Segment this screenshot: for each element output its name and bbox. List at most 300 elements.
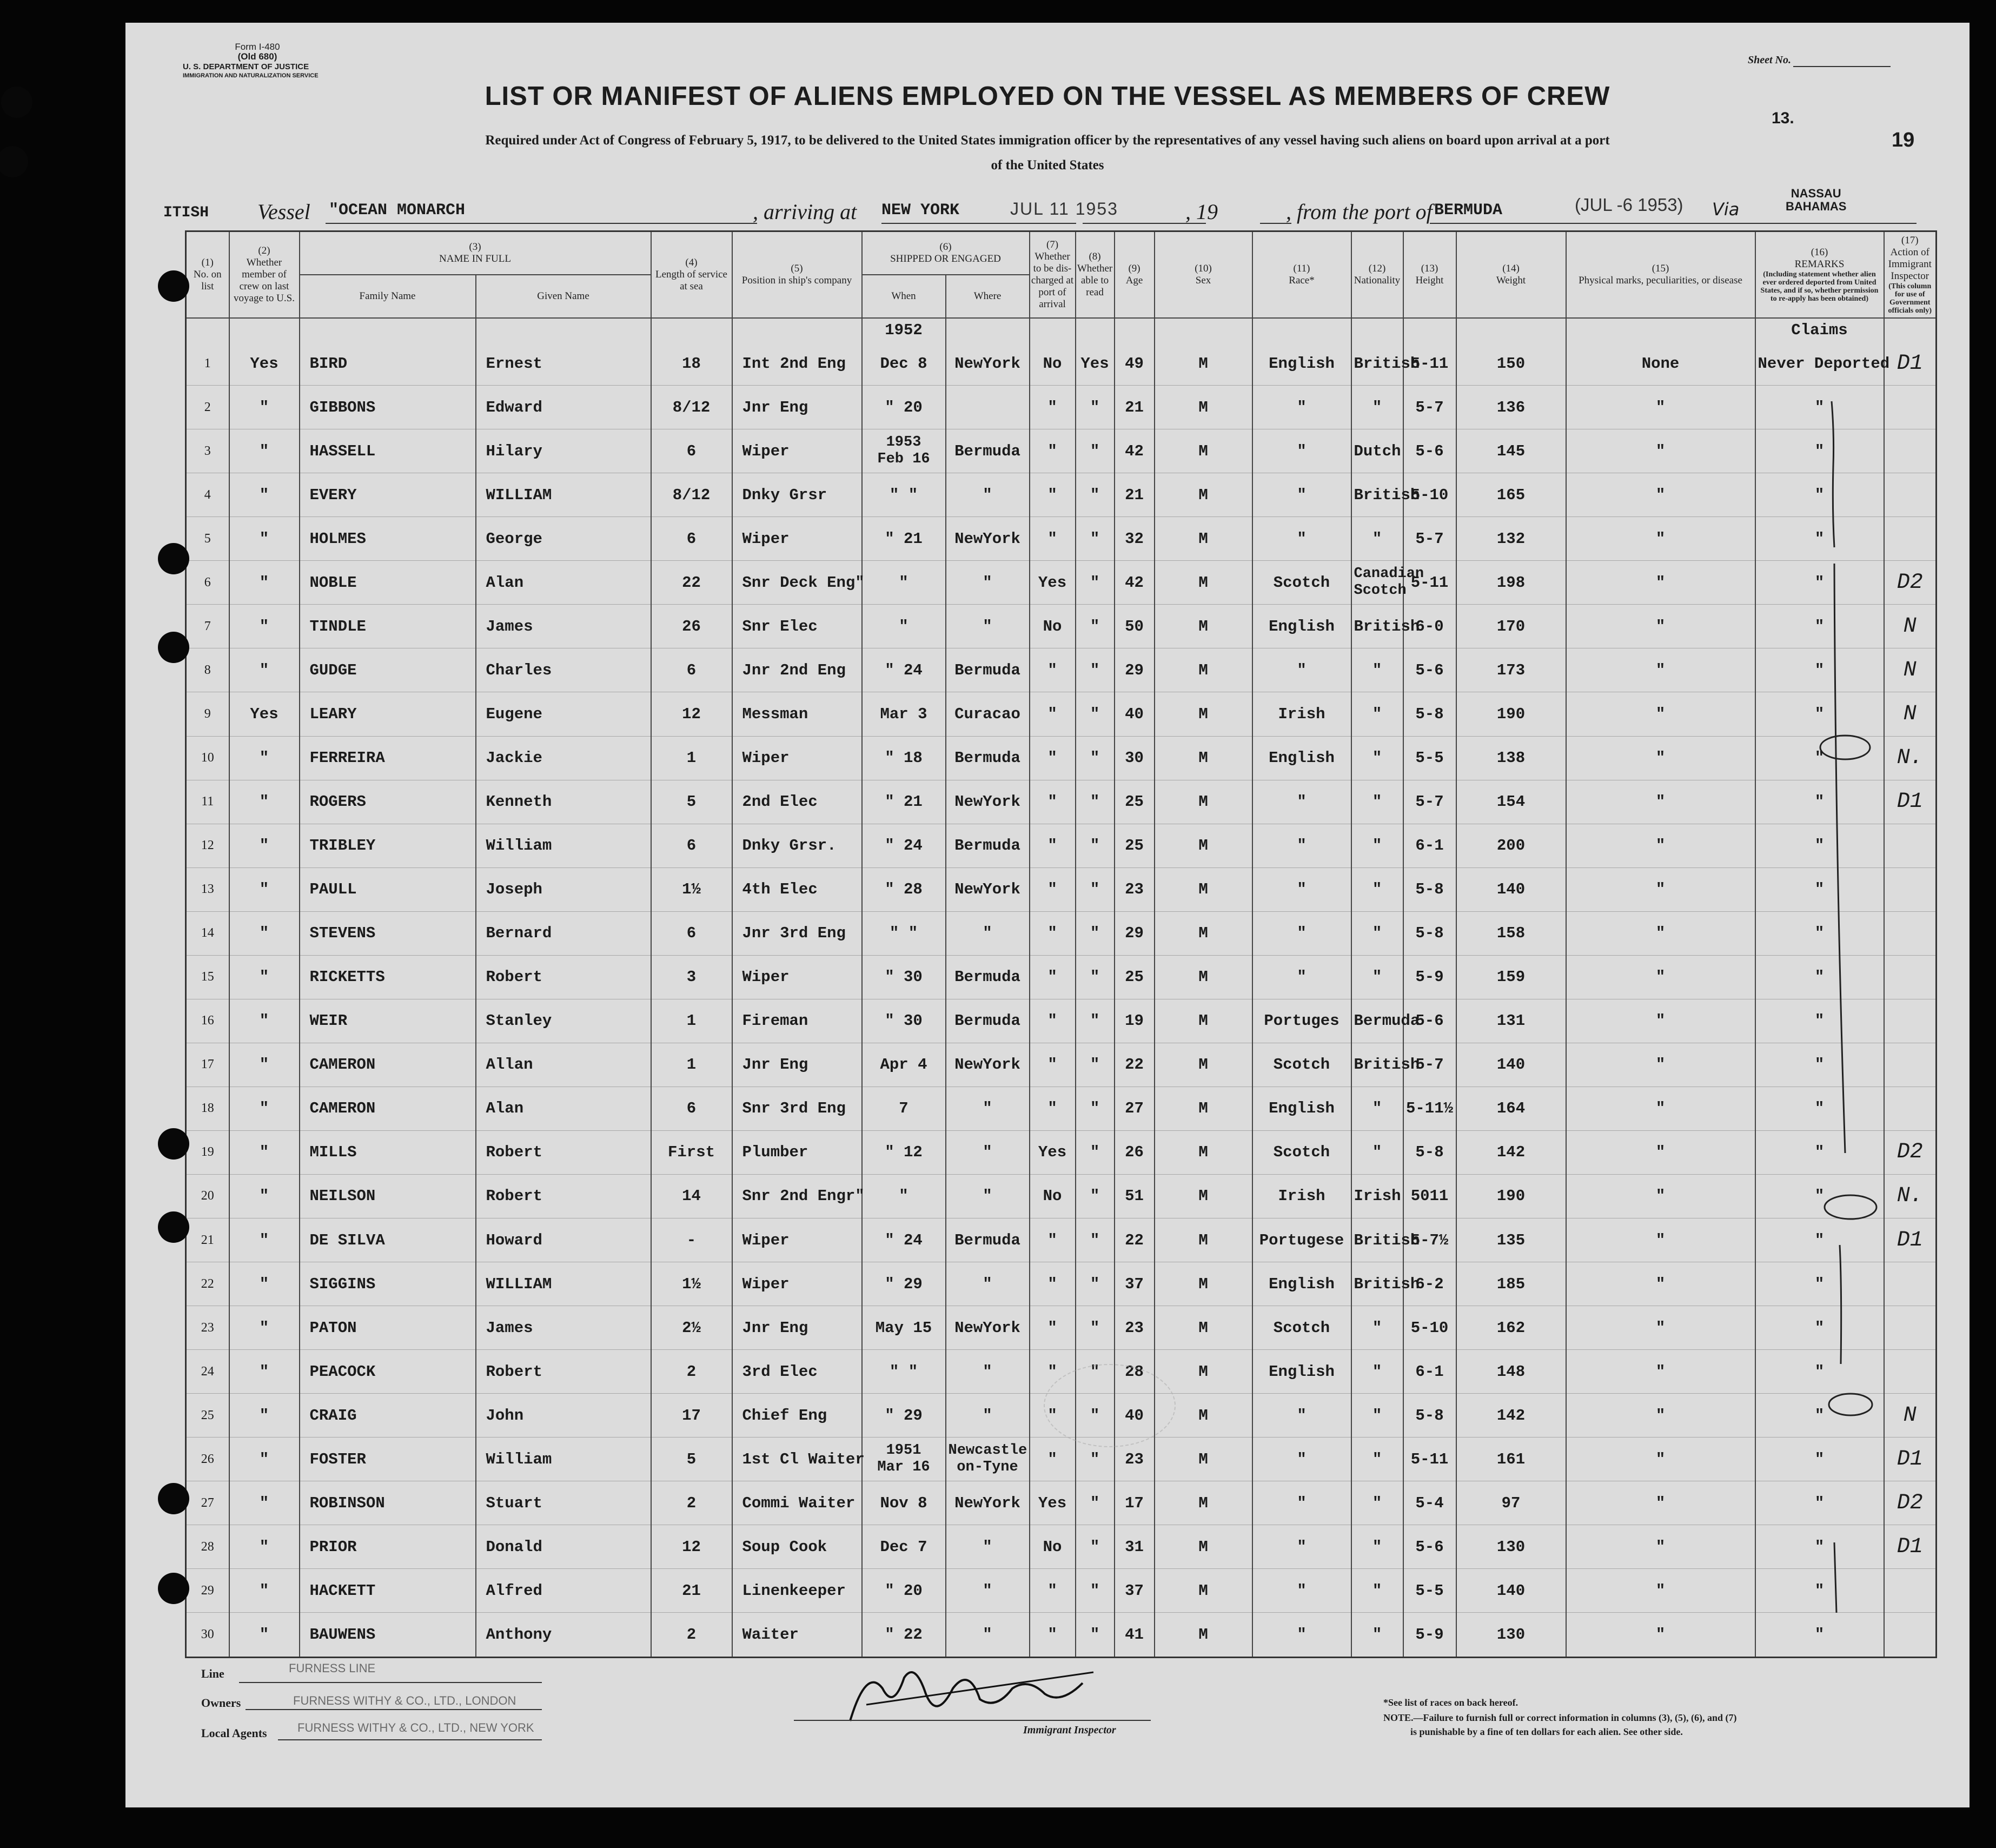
read-cell: " <box>1076 1306 1115 1350</box>
discharged-cell: " <box>1030 517 1076 561</box>
position-cell: Wiper <box>732 1218 862 1262</box>
remarks-cell: " <box>1755 1350 1884 1394</box>
age-cell: 22 <box>1115 1043 1155 1087</box>
position-cell: Int 2nd Eng <box>732 342 862 386</box>
family-name: LEARY <box>300 692 476 736</box>
nationality-cell: " <box>1351 386 1403 429</box>
col-read-header <box>1076 231 1115 318</box>
physical-cell: " <box>1566 1613 1755 1658</box>
where-cell: NewYork <box>946 867 1030 911</box>
table-row <box>186 1613 1937 1658</box>
age-cell: 25 <box>1115 780 1155 824</box>
nationality-cell: " <box>1351 517 1403 561</box>
col-remarks-note: (Including statement whether alien ever ordered deported from United States, and if so, whether permission to re-apply has been obtained) <box>1760 270 1879 303</box>
race-cell: " <box>1252 824 1351 867</box>
length-cell: 6 <box>651 517 732 561</box>
given-name: Ernest <box>476 342 651 386</box>
col-member-header <box>229 231 300 318</box>
where-cell: NewYork <box>946 1481 1030 1525</box>
physical-cell: " <box>1566 824 1755 867</box>
table-row <box>186 1262 1937 1306</box>
sex-cell: M <box>1155 1569 1252 1613</box>
discharged-cell: " <box>1030 648 1076 692</box>
table-row <box>186 999 1937 1043</box>
length-cell: 2 <box>651 1613 732 1658</box>
col-length-header <box>651 231 732 318</box>
read-cell: " <box>1076 824 1115 867</box>
physical-cell: " <box>1566 692 1755 736</box>
remarks-cell: " <box>1755 1262 1884 1306</box>
col-remarks-label: REMARKS <box>1794 258 1845 270</box>
where-cell: Bermuda <box>946 736 1030 780</box>
physical-cell: " <box>1566 605 1755 648</box>
family-name: DE SILVA <box>300 1218 476 1262</box>
height-cell: 5-9 <box>1403 1613 1456 1658</box>
where-cell: NewYork <box>946 1306 1030 1350</box>
discharged-cell: " <box>1030 386 1076 429</box>
when-cell: Dec 8 <box>862 342 946 386</box>
physical-cell: " <box>1566 648 1755 692</box>
given-name: Jackie <box>476 736 651 780</box>
row-number: 25 <box>186 1394 229 1438</box>
read-cell: " <box>1076 1481 1115 1525</box>
sex-cell: M <box>1155 1481 1252 1525</box>
sex-cell: M <box>1155 1525 1252 1569</box>
col-sex-num: (10) <box>1195 262 1212 274</box>
row-number: 2 <box>186 386 229 429</box>
where-cell-value: on-Tyne <box>957 1459 1018 1476</box>
physical-cell: " <box>1566 780 1755 824</box>
table-row <box>186 1043 1937 1087</box>
from-line <box>1430 223 1917 224</box>
physical-cell: " <box>1566 999 1755 1043</box>
manifest-subtitle-2: of the United States <box>991 158 1104 173</box>
where-cell: " <box>946 561 1030 605</box>
given-name: William <box>476 1438 651 1481</box>
member-cell: " <box>229 1394 300 1438</box>
family-name: HASSELL <box>300 429 476 473</box>
length-cell: 6 <box>651 824 732 867</box>
read-cell: " <box>1076 867 1115 911</box>
member-cell: " <box>229 999 300 1043</box>
age-cell: 40 <box>1115 1394 1155 1438</box>
col-nationality-num: (12) <box>1368 262 1386 274</box>
discharged-cell: " <box>1030 867 1076 911</box>
height-cell: 5-8 <box>1403 867 1456 911</box>
sex-cell: M <box>1155 561 1252 605</box>
weight-cell: 130 <box>1456 1525 1566 1569</box>
when-cell <box>862 429 946 473</box>
when-cell: 7 <box>862 1087 946 1130</box>
col-member-num: (2) <box>258 244 270 256</box>
weight-cell: 200 <box>1456 824 1566 867</box>
row-number: 21 <box>186 1218 229 1262</box>
member-cell: " <box>229 1130 300 1174</box>
family-name: FOSTER <box>300 1438 476 1481</box>
physical-cell: " <box>1566 386 1755 429</box>
physical-cell: " <box>1566 517 1755 561</box>
when-cell-value: Mar 16 <box>877 1459 930 1476</box>
remarks-cell: " <box>1755 1569 1884 1613</box>
discharged-cell: " <box>1030 692 1076 736</box>
from-port: BERMUDA <box>1434 201 1503 220</box>
height-cell: 5-6 <box>1403 999 1456 1043</box>
row-number: 5 <box>186 517 229 561</box>
col-height-label: Height <box>1415 274 1444 286</box>
length-cell: 5 <box>651 1438 732 1481</box>
sex-cell: M <box>1155 1043 1252 1087</box>
sex-cell: M <box>1155 955 1252 999</box>
discharged-cell: " <box>1030 1087 1076 1130</box>
when-cell: " 20 <box>862 1569 946 1613</box>
agents-label: Local Agents <box>201 1726 267 1740</box>
col-physical-label: Physical marks, peculiarities, or disease <box>1579 274 1742 286</box>
race-cell: Portuges <box>1252 999 1351 1043</box>
weight-cell: 130 <box>1456 1613 1566 1658</box>
race-cell: " <box>1252 517 1351 561</box>
where-cell: NewYork <box>946 780 1030 824</box>
race-cell: " <box>1252 780 1351 824</box>
table-row <box>186 386 1937 429</box>
sex-cell: M <box>1155 1087 1252 1130</box>
weight-cell: 165 <box>1456 473 1566 517</box>
position-cell: Dnky Grsr <box>732 473 862 517</box>
nationality-cell: British <box>1351 605 1403 648</box>
given-name: John <box>476 1394 651 1438</box>
family-name: TRIBLEY <box>300 824 476 867</box>
races-note: *See list of races on back hereof. <box>1383 1697 1518 1708</box>
action-cell: N <box>1884 692 1937 736</box>
agents-value: FURNESS WITHY & CO., LTD., NEW YORK <box>297 1721 534 1734</box>
sex-cell: M <box>1155 429 1252 473</box>
length-cell: 1 <box>651 1043 732 1087</box>
remarks-cell: " <box>1755 605 1884 648</box>
sex-cell: M <box>1155 1218 1252 1262</box>
height-cell: 5-6 <box>1403 429 1456 473</box>
read-cell: " <box>1076 1262 1115 1306</box>
member-cell: " <box>229 736 300 780</box>
action-cell: D2 <box>1884 1481 1937 1525</box>
given-name: Robert <box>476 1174 651 1218</box>
age-cell: 21 <box>1115 473 1155 517</box>
weight-cell: 97 <box>1456 1481 1566 1525</box>
col-position-label: Position in ship's company <box>741 274 852 286</box>
row-number: 1 <box>186 342 229 386</box>
table-row <box>186 1218 1937 1262</box>
port-line <box>881 223 1076 224</box>
remarks-cell: " <box>1755 1394 1884 1438</box>
nationality-cell: " <box>1351 692 1403 736</box>
member-cell: " <box>229 473 300 517</box>
position-cell: 1st Cl Waiter <box>732 1438 862 1481</box>
family-name: TINDLE <box>300 605 476 648</box>
when-cell: " 20 <box>862 386 946 429</box>
sex-cell: M <box>1155 1394 1252 1438</box>
remarks-cell: " <box>1755 867 1884 911</box>
discharged-cell: " <box>1030 473 1076 517</box>
family-name: CAMERON <box>300 1087 476 1130</box>
action-cell <box>1884 1613 1937 1658</box>
given-name: James <box>476 605 651 648</box>
table-row <box>186 1481 1937 1525</box>
where-cell: NewYork <box>946 1043 1030 1087</box>
row-number: 6 <box>186 561 229 605</box>
col-action-label: Action of Immigrant Inspector <box>1888 246 1932 282</box>
sex-cell: M <box>1155 911 1252 955</box>
when-cell: Mar 3 <box>862 692 946 736</box>
length-cell: 26 <box>651 605 732 648</box>
read-cell: " <box>1076 1087 1115 1130</box>
remarks-cell: " <box>1755 1087 1884 1130</box>
race-cell: Scotch <box>1252 1306 1351 1350</box>
remarks-cell: " <box>1755 824 1884 867</box>
physical-cell: " <box>1566 1525 1755 1569</box>
age-cell: 31 <box>1115 1525 1155 1569</box>
read-cell: " <box>1076 1438 1115 1481</box>
height-cell: 5-8 <box>1403 1130 1456 1174</box>
table-row <box>186 473 1937 517</box>
height-cell: 5-10 <box>1403 1306 1456 1350</box>
table-row <box>186 1087 1937 1130</box>
weight-cell: 190 <box>1456 1174 1566 1218</box>
family-name: GUDGE <box>300 648 476 692</box>
sex-cell: M <box>1155 1438 1252 1481</box>
sex-cell: M <box>1155 1613 1252 1658</box>
physical-cell: None <box>1566 342 1755 386</box>
race-cell: English <box>1252 605 1351 648</box>
sex-cell: M <box>1155 867 1252 911</box>
race-cell: " <box>1252 1438 1351 1481</box>
weight-cell: 136 <box>1456 386 1566 429</box>
given-name: Bernard <box>476 911 651 955</box>
physical-cell: " <box>1566 1569 1755 1613</box>
given-name: Stuart <box>476 1481 651 1525</box>
length-cell: 2½ <box>651 1306 732 1350</box>
height-cell: 5-7 <box>1403 517 1456 561</box>
weight-cell: 142 <box>1456 1394 1566 1438</box>
race-cell: English <box>1252 1087 1351 1130</box>
nationality-cell: " <box>1351 911 1403 955</box>
weight-cell: 131 <box>1456 999 1566 1043</box>
weight-cell: 164 <box>1456 1087 1566 1130</box>
position-cell: Chief Eng <box>732 1394 862 1438</box>
physical-cell: " <box>1566 1481 1755 1525</box>
race-cell: " <box>1252 429 1351 473</box>
height-cell: 5-10 <box>1403 473 1456 517</box>
col-length-label: Length of service at sea <box>655 268 727 292</box>
physical-cell: " <box>1566 429 1755 473</box>
height-cell: 5-9 <box>1403 955 1456 999</box>
nationality-cell: British <box>1351 1043 1403 1087</box>
col-length-num: (4) <box>685 256 698 268</box>
given-name: WILLIAM <box>476 473 651 517</box>
age-cell: 17 <box>1115 1481 1155 1525</box>
position-cell: Snr Elec <box>732 605 862 648</box>
row-number: 12 <box>186 824 229 867</box>
remarks-cell: " <box>1755 1306 1884 1350</box>
member-cell: " <box>229 1262 300 1306</box>
vessel-line <box>326 223 757 224</box>
remarks-cell: " <box>1755 736 1884 780</box>
race-cell: " <box>1252 386 1351 429</box>
table-row <box>186 1438 1937 1481</box>
height-cell: 5-8 <box>1403 1394 1456 1438</box>
read-cell: " <box>1076 1130 1115 1174</box>
length-cell: - <box>651 1218 732 1262</box>
nationality-cell: " <box>1351 1613 1403 1658</box>
remarks-cell: Never Deported <box>1755 342 1884 386</box>
binder-hole <box>158 543 189 574</box>
col-member-label: Whether member of crew on last voyage to U.S. <box>234 256 295 304</box>
nationality-cell-top: Canadian <box>1354 566 1424 582</box>
department-name: U. S. DEPARTMENT OF JUSTICE <box>183 62 309 71</box>
height-cell: 5-4 <box>1403 1481 1456 1525</box>
race-cell: Irish <box>1252 1174 1351 1218</box>
col-no-num: (1) <box>201 256 214 268</box>
binder-hole <box>158 270 189 302</box>
discharged-cell: " <box>1030 1350 1076 1394</box>
read-cell: " <box>1076 780 1115 824</box>
nationality-cell: " <box>1351 1306 1403 1350</box>
col-shipped-label: SHIPPED OR ENGAGED <box>890 253 1001 264</box>
when-cell: " " <box>862 911 946 955</box>
given-name: Alan <box>476 561 651 605</box>
position-cell: 4th Elec <box>732 867 862 911</box>
age-cell: 49 <box>1115 342 1155 386</box>
row-number: 18 <box>186 1087 229 1130</box>
weight-cell: 158 <box>1456 911 1566 955</box>
row-number: 11 <box>186 780 229 824</box>
remarks-cell: " <box>1755 1218 1884 1262</box>
where-cell: " <box>946 1394 1030 1438</box>
age-cell: 26 <box>1115 1130 1155 1174</box>
age-cell: 21 <box>1115 386 1155 429</box>
remarks-cell: " <box>1755 692 1884 736</box>
length-cell: 6 <box>651 648 732 692</box>
col-shipped-header <box>862 231 1030 275</box>
remarks-cell: " <box>1755 1438 1884 1481</box>
read-cell: " <box>1076 1394 1115 1438</box>
sex-cell: M <box>1155 605 1252 648</box>
when-cell: " <box>862 605 946 648</box>
table-row <box>186 1525 1937 1569</box>
where-cell: " <box>946 1613 1030 1658</box>
age-cell: 29 <box>1115 911 1155 955</box>
sex-cell: M <box>1155 1174 1252 1218</box>
fine-note-1: NOTE.—Failure to furnish full or correct information in columns (3), (5), (6), and (7) <box>1383 1712 1737 1723</box>
family-name: SIGGINS <box>300 1262 476 1306</box>
read-cell: Yes <box>1076 342 1115 386</box>
table-row <box>186 429 1937 473</box>
height-cell: 5-11½ <box>1403 1087 1456 1130</box>
race-cell: English <box>1252 342 1351 386</box>
height-cell: 5-7 <box>1403 386 1456 429</box>
table-row <box>186 1174 1937 1218</box>
physical-cell: " <box>1566 867 1755 911</box>
row-number: 13 <box>186 867 229 911</box>
length-cell: 22 <box>651 561 732 605</box>
agents-underline <box>278 1739 542 1740</box>
col-race-header <box>1252 231 1351 318</box>
row-number: 3 <box>186 429 229 473</box>
family-name: PATON <box>300 1306 476 1350</box>
discharged-cell: Yes <box>1030 1481 1076 1525</box>
physical-cell: " <box>1566 1174 1755 1218</box>
given-name: Edward <box>476 386 651 429</box>
read-cell: " <box>1076 605 1115 648</box>
where-cell: " <box>946 911 1030 955</box>
member-cell: " <box>229 955 300 999</box>
family-name: MILLS <box>300 1130 476 1174</box>
position-cell: Jnr 3rd Eng <box>732 911 862 955</box>
read-cell: " <box>1076 1043 1115 1087</box>
when-cell: " 24 <box>862 824 946 867</box>
sex-cell: M <box>1155 386 1252 429</box>
read-cell: " <box>1076 736 1115 780</box>
manifest-subtitle-1: Required under Act of Congress of February 5, 1917, to be delivered to the United States immigration officer by the representatives of any vessel having such aliens on board upon arrival at a port <box>485 133 1610 148</box>
owners-label: Owners <box>201 1696 241 1710</box>
nationality-cell: British <box>1351 1218 1403 1262</box>
weight-cell: 198 <box>1456 561 1566 605</box>
length-cell: 21 <box>651 1569 732 1613</box>
discharged-cell: " <box>1030 1262 1076 1306</box>
form-number <box>220 42 295 62</box>
position-cell: Commi Waiter <box>732 1481 862 1525</box>
where-cell: " <box>946 1350 1030 1394</box>
family-name: BIRD <box>300 342 476 386</box>
given-name: Stanley <box>476 999 651 1043</box>
physical-cell: " <box>1566 1394 1755 1438</box>
weight-cell: 170 <box>1456 605 1566 648</box>
table-row <box>186 605 1937 648</box>
weight-cell: 185 <box>1456 1262 1566 1306</box>
when-cell <box>862 1438 946 1481</box>
given-name: Anthony <box>476 1613 651 1658</box>
member-cell: " <box>229 517 300 561</box>
age-cell: 30 <box>1115 736 1155 780</box>
length-cell: 6 <box>651 429 732 473</box>
race-cell: Scotch <box>1252 561 1351 605</box>
age-cell: 22 <box>1115 1218 1155 1262</box>
binder-hole <box>1 87 32 118</box>
col-age-num: (9) <box>1128 262 1140 274</box>
discharged-cell: Yes <box>1030 1130 1076 1174</box>
remarks-cell: " <box>1755 1130 1884 1174</box>
given-name: Hilary <box>476 429 651 473</box>
sex-cell: M <box>1155 1306 1252 1350</box>
table-row <box>186 824 1937 867</box>
sex-cell: M <box>1155 999 1252 1043</box>
member-cell: " <box>229 1350 300 1394</box>
race-cell: " <box>1252 955 1351 999</box>
length-cell: 3 <box>651 955 732 999</box>
nationality-cell: " <box>1351 648 1403 692</box>
height-cell: 6-1 <box>1403 824 1456 867</box>
col-weight-label: Weight <box>1496 274 1526 286</box>
member-cell: " <box>229 1525 300 1569</box>
form-no: Form I-480 <box>235 42 280 52</box>
sex-cell: M <box>1155 342 1252 386</box>
member-cell: " <box>229 1481 300 1525</box>
physical-cell: " <box>1566 1438 1755 1481</box>
col-weight-header <box>1456 231 1566 318</box>
action-cell: D1 <box>1884 342 1937 386</box>
via-stamp: (JUL -6 1953) <box>1575 195 1683 215</box>
physical-cell: " <box>1566 1262 1755 1306</box>
binder-hole <box>158 1573 189 1604</box>
given-name: WILLIAM <box>476 1262 651 1306</box>
row-number: 23 <box>186 1306 229 1350</box>
